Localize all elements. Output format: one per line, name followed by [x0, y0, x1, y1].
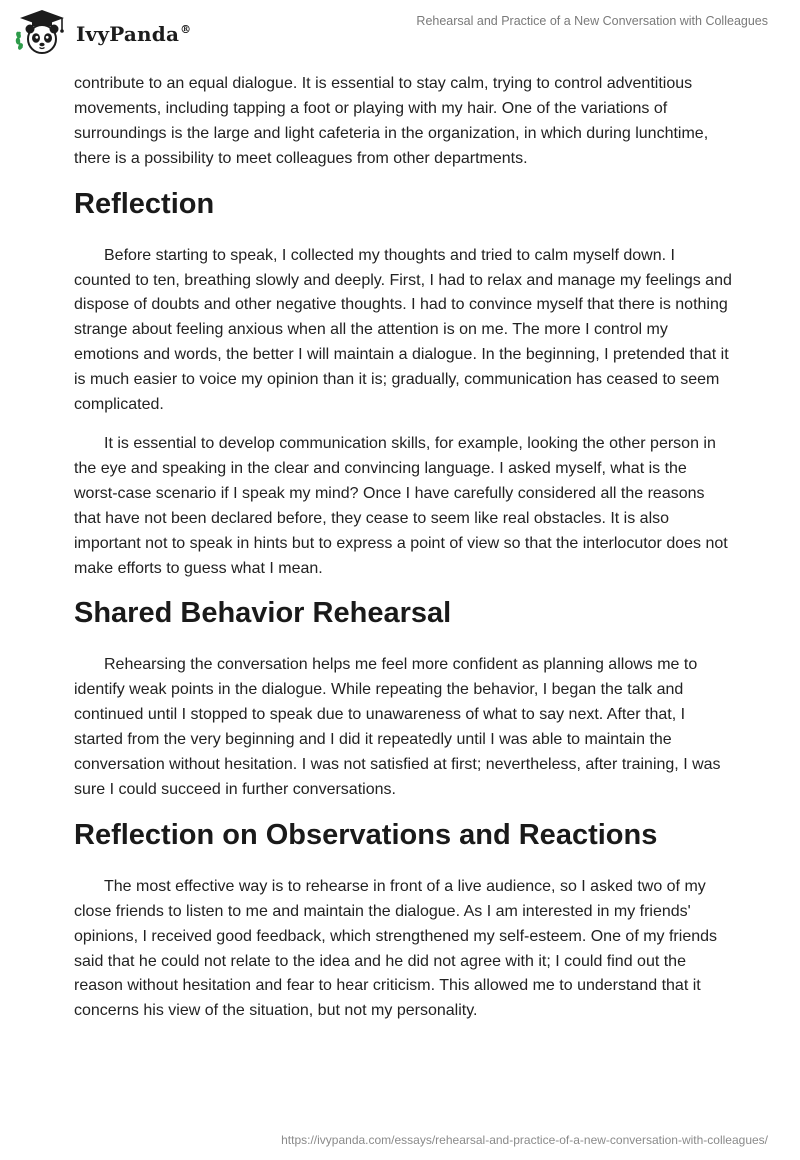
source-url[interactable]: https://ivypanda.com/essays/rehearsal-and-practice-of-a-new-conversation-with-colleagues/: [281, 1133, 768, 1147]
ivypanda-logo[interactable]: [14, 8, 191, 56]
panda-graduate-icon: [14, 8, 70, 56]
intro-paragraph: contribute to an equal dialogue. It is essential to stay calm, trying to control adventitious movements, including tapping a foot or playing with my hair. One of the variations of surroundings is the large and light cafeteria in the organization, in which during lunchtime, there is a possibility to meet colleagues from other departments.: [74, 75, 709, 167]
page-header: [0, 0, 800, 64]
document-title: Rehearsal and Practice of a New Conversation with Colleagues: [416, 14, 768, 28]
paragraph: The most effective way is to rehearse in front of a live audience, so I asked two of my close friends to listen to me and maintain the dialogue. As I am interested in my friends' opinions, I received good feedback, which strengthened my self-esteem. One of my friends said that he could not relate to the idea and he did not agree with it; I could find out the reason without hesitation and fear to hear criticism. This allowed me to understand that it concerns his view of the situation, but not my personality.: [74, 877, 718, 1020]
essay-body: [74, 72, 734, 1038]
paragraph: Rehearsing the conversation helps me feel more confident as planning allows me to identify weak points in the dialogue. While repeating the behavior, I began the talk and continued until I stopped to speak due to unawareness of what to say next. After that, I started from the very beginning and I did it repeatedly until I was able to maintain the conversation without hesitation. I was not satisfied at first; nevertheless, after training, I was sure I could succeed in further conversations.: [74, 656, 721, 798]
heading-reflection-on-observations: Reflection on Observations and Reactions: [74, 818, 658, 851]
registered-mark: ®: [180, 23, 192, 37]
heading-reflection: Reflection: [74, 187, 215, 220]
paragraph: It is essential to develop communication skills, for example, looking the other person in the eye and speaking in the clear and convincing language. I asked myself, what is the worst-case scenario if I speak my mind? Once I have carefully considered all the reasons that have not been declared before, they cease to seem like real obstacles. It is also important not to speak in hints but to express a point of view so that the interlocutor does not make efforts to guess what I mean.: [74, 434, 728, 577]
brand-name: IvyPanda®: [76, 22, 192, 46]
heading-shared-behavior-rehearsal: Shared Behavior Rehearsal: [74, 597, 452, 630]
paragraph: Before starting to speak, I collected my thoughts and tried to calm myself down. I counted to ten, breathing slowly and deeply. First, I had to relax and manage my feelings and dispose of doubts and other negative thoughts. I had to convince myself that there is nothing strange about feeling anxious when all the attention is on me. The more I control my emotions and words, the better I will maintain a dialogue. In the beginning, I pretended that it is much easier to voice my opinion than it is; gradually, communication has ceased to seem complicated.: [74, 246, 732, 414]
